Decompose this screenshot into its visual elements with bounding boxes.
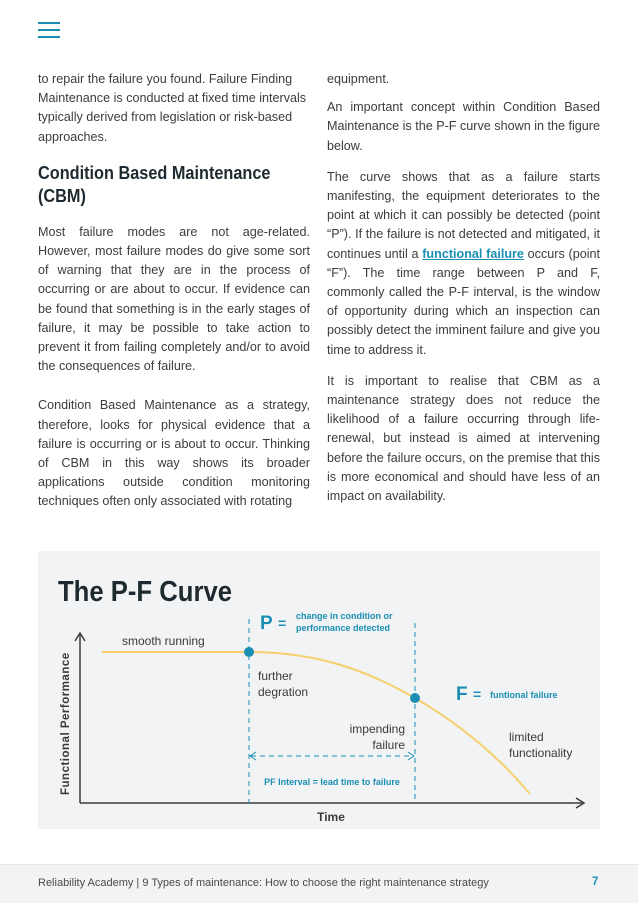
y-axis-label: Functional Performance bbox=[60, 652, 72, 795]
pf-curve-figure bbox=[38, 551, 600, 829]
paragraph: equipment. bbox=[327, 72, 390, 86]
paragraph: An important concept within Condition Based Maintenance is the P-F curve shown in the figure below. bbox=[327, 100, 601, 153]
further-degration-label-line2: degration bbox=[258, 685, 309, 699]
p-definition-line2: performance detected bbox=[296, 623, 391, 633]
impending-failure-label-line2: failure bbox=[372, 738, 405, 752]
page-number: 7 bbox=[592, 876, 599, 888]
p-definition-line1: change in condition or bbox=[296, 611, 393, 621]
paragraph: It is important to realise that CBM as a maintenance strategy does not reduce the likelihood of a failure occurring through life-renewal, but instead is aimed at intervening before the failure occurs, on the premise that this is more economical and should have less of an impact on availability. bbox=[327, 373, 601, 504]
limited-functionality-label-line1: limited bbox=[509, 730, 544, 744]
p-equals: = bbox=[278, 615, 287, 631]
paragraph-text: The curve shows that as a failure starts manifesting, the equipment deteriorates to the point at which it can possibly be detected (point “P”). If the failure is not detected and mitigated, it continues until a bbox=[327, 169, 600, 261]
paragraph-text: occurs (point “F”). The time range between P and F, commonly called the P-F interval, is the window of opportunity during which an inspection can possibly detect the imminent failure and give you time to address it. bbox=[327, 246, 601, 357]
smooth-running-label: smooth running bbox=[122, 634, 205, 648]
left-column bbox=[38, 70, 310, 524]
pf-curve-line bbox=[102, 652, 530, 794]
impending-failure-label-line1: impending bbox=[349, 722, 405, 736]
f-equals: = bbox=[473, 686, 482, 702]
footer-text: Reliability Academy | 9 Types of maintenance: How to choose the right maintenance strategy bbox=[38, 877, 489, 889]
menu-bar bbox=[38, 36, 60, 38]
paragraph: Condition Based Maintenance as a strategy, therefore, looks for physical evidence that a failure is occurring or is about to occur. Thinking of CBM in this way shows its broader applications outside condition monitoring techniques often only associated with rotating bbox=[38, 398, 310, 509]
figure-title: The P-F Curve bbox=[58, 576, 232, 608]
functional-failure-link[interactable]: functional failure bbox=[422, 246, 524, 261]
pf-interval-label: PF Interval = lead time to failure bbox=[264, 777, 400, 787]
page-footer bbox=[0, 864, 638, 903]
p-letter: P bbox=[260, 613, 273, 634]
section-heading: Condition Based Maintenance (CBM) bbox=[38, 161, 271, 206]
paragraph: to repair the failure you found. Failure Finding Maintenance is conducted at fixed time intervals typically derived from legislation or risk-based approaches. bbox=[38, 72, 307, 144]
menu-bar bbox=[38, 29, 60, 31]
paragraph: Most failure modes are not age-related. However, most failure modes do give some sort of warning that they are in the process of occurring or are about to occur. If evidence can be found that something is in the early stages of failure, it may be possible to take action to prevent it from failing completely and/or to avoid the consequences of failure. bbox=[38, 224, 310, 374]
f-definition: funtional failure bbox=[490, 690, 558, 700]
menu-bar bbox=[38, 22, 60, 24]
pf-curve-diagram bbox=[38, 551, 600, 829]
f-point bbox=[410, 693, 420, 703]
limited-functionality-label-line2: functionality bbox=[509, 746, 573, 760]
further-degration-label-line1: further bbox=[258, 669, 293, 683]
menu-icon[interactable] bbox=[38, 22, 60, 38]
paragraph bbox=[327, 168, 600, 360]
right-column bbox=[327, 70, 600, 518]
x-axis-label: Time bbox=[317, 810, 345, 824]
p-point bbox=[244, 647, 254, 657]
f-letter: F bbox=[456, 684, 468, 705]
